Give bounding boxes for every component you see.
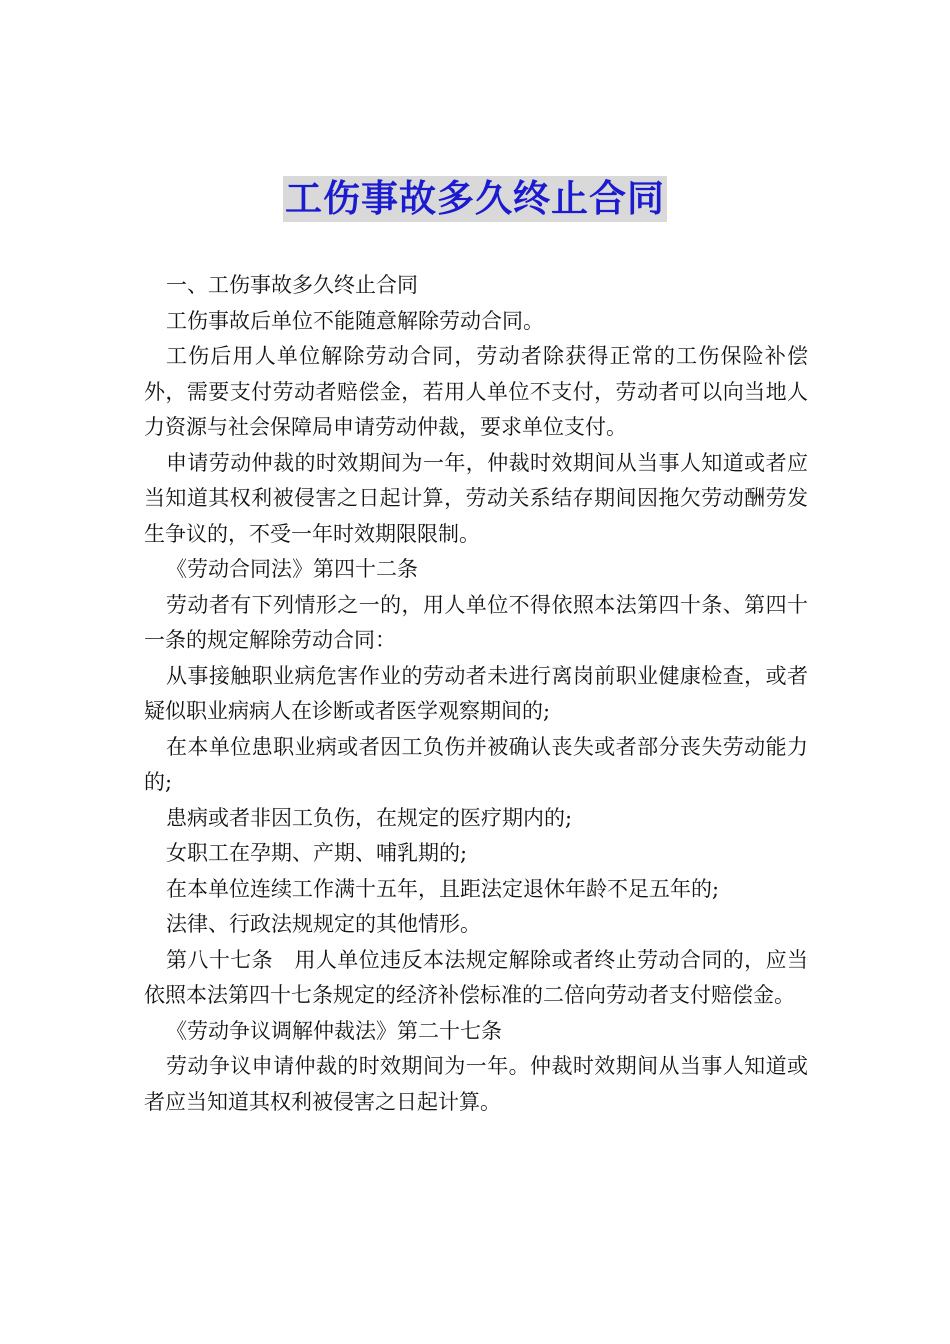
paragraph: 申请劳动仲裁的时效期间为一年，仲裁时效期间从当事人知道或者应当知道其权利被侵害之日起计算，劳动关系结存期间因拖欠劳动酬劳发生争议的，不受一年时效期限限制。 [144,450,808,546]
paragraph: 法律、行政法规规定的其他情形。 [166,912,481,936]
paragraph: 劳动争议申请仲裁的时效期间为一年。仲裁时效期间从当事人知道或者应当知道其权利被侵害之日起计算。 [144,1054,808,1114]
document-title: 工伤事故多久终止合同 [285,177,665,220]
paragraph: 劳动者有下列情形之一的，用人单位不得依照本法第四十条、第四十一条的规定解除劳动合同： [144,592,808,652]
paragraph: 在本单位连续工作满十五年，且距法定退休年龄不足五年的; [166,876,720,901]
paragraph: 第八十七条 用人单位违反本法规定解除或者终止劳动合同的，应当依照本法第四十七条规定的经济补偿标准的二倍向劳动者支付赔偿金。 [144,947,808,1007]
paragraph: 从事接触职业病危害作业的劳动者未进行离岗前职业健康检查，或者疑似职业病病人在诊断或者医学观察期间的; [144,663,808,723]
paragraph: 在本单位患职业病或者因工负伤并被确认丧失或者部分丧失劳动能力的; [144,734,808,794]
paragraph: 工伤事故后单位不能随意解除劳动合同。 [166,308,544,333]
paragraph: 《劳动争议调解仲裁法》第二十七条 [166,1018,502,1043]
paragraph: 患病或者非因工负伤，在规定的医疗期内的; [166,805,573,830]
title-container [0,176,950,222]
document-body [144,268,808,1120]
paragraph: 女职工在孕期、产期、哺乳期的; [166,841,468,865]
paragraph: 《劳动合同法》第四十二条 [166,557,418,581]
paragraph: 一、工伤事故多久终止合同 [166,273,418,297]
paragraph: 工伤后用人单位解除劳动合同，劳动者除获得正常的工伤保险补偿外，需要支付劳动者赔偿金，若用人单位不支付，劳动者可以向当地人力资源与社会保障局申请劳动仲裁，要求单位支付。 [144,344,808,439]
